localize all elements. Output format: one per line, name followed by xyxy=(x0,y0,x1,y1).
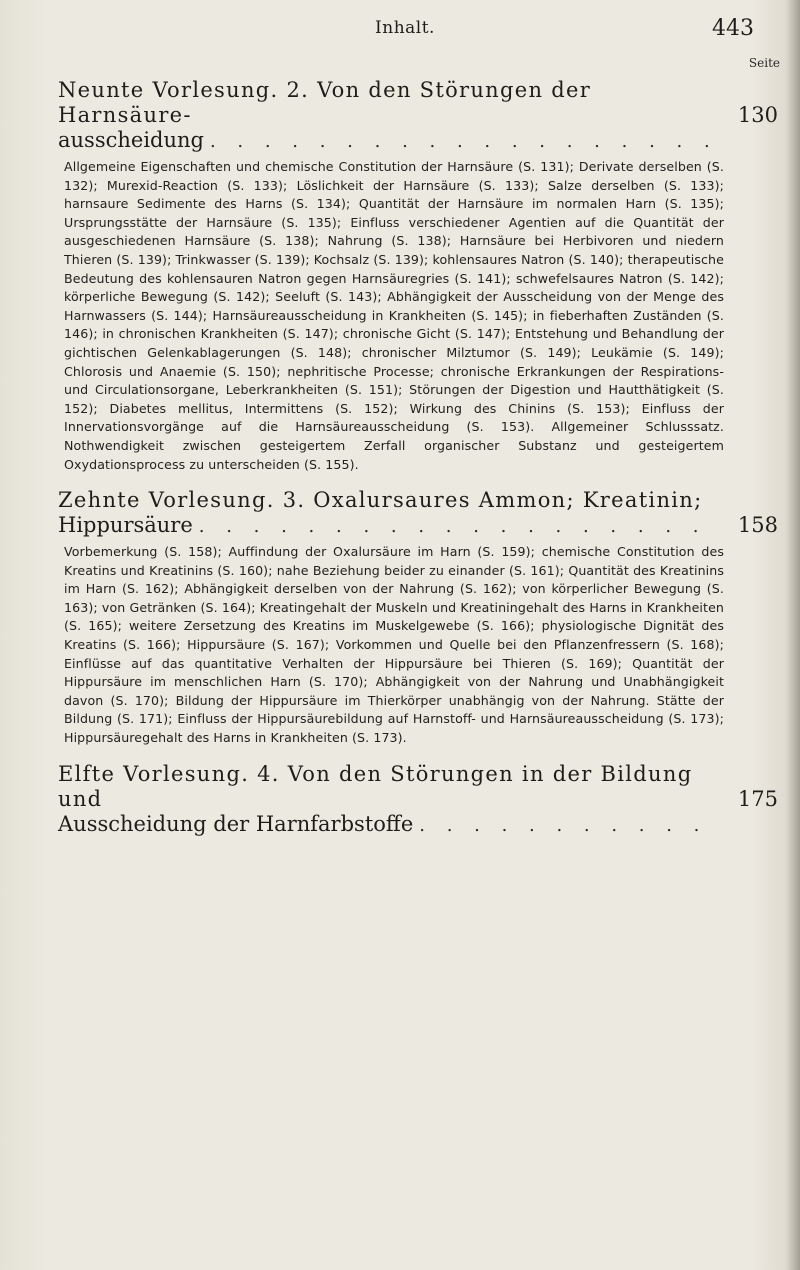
lecture-page-ref: 175 xyxy=(737,786,778,811)
lecture-summary: Allgemeine Eigenschaften und chemische Constitution der Harnsäure (S. 131); Derivate derselben (S. 132); Murexid-Reaction (S. 133); Löslichkeit der Harnsäure (S. 133); Salze derselben (S. 133); harnsaure Sedimente des Harns (S. 134); Quantität der Harnsäure im normalen Harn (S. 135); Ursprungsstätte der Harnsäure (S. 135); Einfluss verschiedener Agentien auf die Quantität der ausgeschiedenen Harnsäure (S. 138); Nahrung (S. 138); Harnsäure bei Herbivoren und niedern Thieren (S. 139); Trinkwasser (S. 139); Kochsalz (S. 139); kohlensaures Natron (S. 140); therapeutische Bedeutung des kohlensauren Natron gegen Harnsäuregries (S. 141); schwefelsaures Natron (S. 142); körperliche Bewegung (S. 142); Seeluft (S. 143); Abhängigkeit der Ausscheidung von der Menge des Harnwassers (S. 144); Harnsäureausscheidung in Krankheiten (S. 145); in fieberhaften Zuständen (S. 146); in chronischen Krankheiten (S. 147); chronische Gicht (S. 147); Entstehung und Behandlung der gichtischen Gelenkablagerungen (S. 148); chronischer Milztumor (S. 149); Leukämie (S. 149); Chlorosis und Anaemie (S. 150); nephritische Processe; chronische Erkrankungen der Respirations- und Circulationsorgane, Leberkrankheiten (S. 151); Störungen der Digestion und Hautthätigkeit (S. 152); Diabetes mellitus, Intermittens (S. 152); Wirkung des Chinins (S. 153); Einfluss der Innervationsvorgänge auf die Harnsäureausscheidung (S. 153). Allgemeiner Schlusssatz. Nothwendigkeit zwischen gesteigertem Zerfall organischer Substanz und gesteigertem Oxydationsprocess zu unterscheiden (S. 155). xyxy=(64,159,724,472)
lecture-title xyxy=(58,78,778,154)
lecture-title-line2: Hippursäure xyxy=(58,513,193,538)
table-of-contents xyxy=(58,56,780,838)
lecture-title-line2-row xyxy=(58,513,726,539)
lecture-title-line2: Ausscheidung der Harnfarbstoffe xyxy=(58,811,414,836)
leader-dots xyxy=(199,514,720,539)
leader-dots xyxy=(210,129,720,154)
lecture-entry-zehnte xyxy=(58,488,778,748)
lecture-page-ref: 158 xyxy=(737,513,778,538)
lecture-title xyxy=(58,762,778,838)
page-number: 443 xyxy=(712,16,754,41)
page-edge-shadow xyxy=(786,0,800,1270)
lecture-title-line2: ausscheidung xyxy=(58,128,204,152)
leader-dots xyxy=(419,813,720,838)
lecture-title-line1: Neunte Vorlesung. 2. Von den Störungen der Harnsäure- xyxy=(58,78,592,127)
running-title: Inhalt. xyxy=(375,18,435,38)
lecture-title-line1: Zehnte Vorlesung. 3. Oxalursaures Ammon; Kreatinin; xyxy=(58,488,703,513)
seite-label: Seite xyxy=(748,56,780,70)
page-header xyxy=(60,16,754,58)
lecture-entry-neunte xyxy=(58,56,780,474)
lecture-entry-elfte xyxy=(58,762,778,838)
lecture-title-line1: Elfte Vorlesung. 4. Von den Störungen in der Bildung und xyxy=(58,761,693,811)
lecture-title xyxy=(58,488,778,539)
lecture-page-ref: 130 xyxy=(737,103,778,127)
lecture-title-line2-row xyxy=(58,128,726,154)
lecture-summary: Vorbemerkung (S. 158); Auffindung der Oxalursäure im Harn (S. 159); chemische Constitution des Kreatins und Kreatinins (S. 160); nahe Beziehung beider zu einander (S. 161); Quantität des Kreatinins im Harn (S. 162); Abhängigkeit derselben von der Nahrung (S. 162); von körperlicher Bewegung (S. 163); von Getränken (S. 164); Kreatingehalt der Muskeln und Kreatiningehalt des Harns in Krankheiten (S. 165); weitere Zersetzung des Kreatins im Muskelgewebe (S. 166); physiologische Dignität des Kreatins (S. 166); Hippursäure (S. 167); Vorkommen und Quelle bei den Pflanzenfressern (S. 168); Einflüsse auf das quantitative Verhalten der Hippursäure bei Thieren (S. 169); Quantität der Hippursäure im menschlichen Harn (S. 170); Abhängigkeit von der Nahrung und Unabhängigkeit davon (S. 170); Bildung der Hippursäure im Thierkörper unabhängig von der Nahrung. Stätte der Bildung (S. 171); Einfluss der Hippursäurebildung auf Harnstoff- und Harnsäureausscheidung (S. 173); Hippursäuregehalt des Harns in Krankheiten (S. 173). xyxy=(64,544,724,746)
lecture-title-line2-row xyxy=(58,812,726,838)
